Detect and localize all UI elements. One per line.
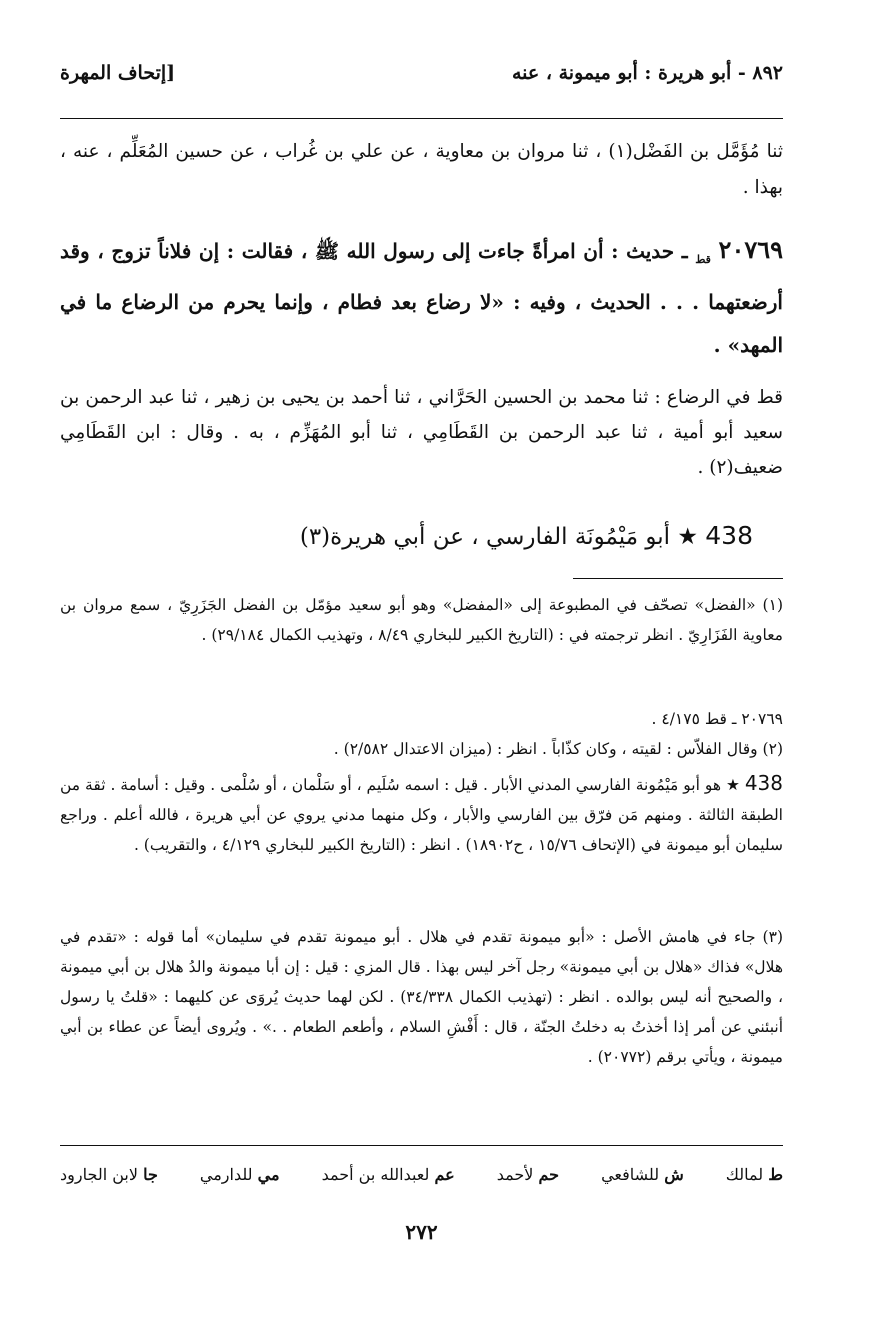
legend-item [726, 1160, 783, 1190]
footnote-section-number: 438 [744, 771, 784, 795]
page-number: ٢٧٢ [405, 1220, 438, 1244]
star-icon: ★ [677, 524, 698, 550]
section-title: أبو مَيْمُونَة الفارسي ، عن أبي هريرة(٣) [299, 524, 671, 550]
legend-item [497, 1160, 559, 1190]
legend-abbr: ط [768, 1165, 783, 1184]
hadith-number: ٢٠٧٦٩ [718, 235, 783, 264]
legend-item [322, 1160, 455, 1190]
section-number: 438 [705, 521, 753, 550]
header-book-title: [إتحاف المهرة [60, 62, 176, 84]
header-divider [60, 118, 783, 119]
document-page [60, 0, 783, 1329]
legend-item [200, 1160, 280, 1190]
legend-item [601, 1160, 684, 1190]
footnote-section-text: هو أبو مَيْمُونة الفارسي المدني الأبار . قيل : اسمه سُلَيم ، أو سَلْمان ، أو سُلْمى . وقيل : أسامة . ثقة من الطبقة الثالثة . ومنهم مَن فرّق بين الفارسي والأبار ، وكل منهما مدني يروي عن أبي هريرة ، فالله أعلم . وراجع سليمان أبو ميمونة في (الإتحاف ١٥/٧٦ ، ح١٨٩٠٢) . انظر : (التاريخ الكبير للبخاري ٤/١٢٩ ، والتقريب) . [60, 776, 783, 854]
footnote-2: (٢) وقال الفلاّس : لقيته ، وكان كذّاباً . انظر : (ميزان الاعتدال ٢/٥٨٢) . [333, 740, 783, 758]
footnote-section-438 [60, 768, 783, 860]
abbreviation-legend [60, 1160, 783, 1190]
hadith-source-marker: قط [695, 253, 711, 266]
footnote-divider [573, 578, 783, 579]
legend-abbr: ش [664, 1165, 684, 1184]
hadith-text: ـ حديث : أن امرأةً جاءت إلى رسول الله ﷺ ، فقالت : إن فلاناً تزوج ، وقد أرضعتهما . . . الحديث ، وفيه : «لا رضاع بعد فطام ، وإنما يحرم من الرضاع ما في المهد» . [60, 239, 783, 357]
legend-text: للدارمي [199, 1165, 253, 1184]
legend-abbr: حم [538, 1165, 560, 1184]
hadith-paragraph [60, 228, 783, 367]
running-header [60, 62, 783, 92]
legend-text: لعبدالله بن أحمد [321, 1165, 430, 1184]
footnote-hadith-ref: ٢٠٧٦٩ ـ قط ٤/١٧٥ . [651, 710, 783, 728]
legend-item [60, 1160, 158, 1190]
footnote-1: (١) «الفضل» تصحّف في المطبوعة إلى «المفضل» وهو أبو سعيد مؤمّل بن الفضل الجَزَرِيّ ، سمع مروان بن معاوية الفَزَارِيّ . انظر ترجمته في : (التاريخ الكبير للبخاري ٨/٤٩ ، وتهذيب الكمال ٢٩/١٨٤) . [60, 596, 783, 644]
legend-text: للشافعي [601, 1165, 660, 1184]
footnote-3: (٣) جاء في هامش الأصل : «أبو ميمونة تقدم في هلال . أبو ميمونة تقدم في سليمان» أما قوله : «تقدم في هلال» فذاك «هلال بن أبي ميمونة» رجل آخر ليس بهذا . قال المزي : قيل : إن أبا ميمونة والدُ هلال بن أبي ميمونة ، والصحيح أنه ليس بوالده . انظر : (تهذيب الكمال ٣٤/٣٣٨) . لكن لهما حديث يُروَى عن كليهما : «قلتُ يا رسول أنبئني عن أمر إذا أخذتُ به دخلتُ الجنّة ، قال : أَفْشِ السلام ، وأطعم الطعام . .» . ويُروى أيضاً عن عطاء بن أبي ميمونة ، ويأتي برقم (٢٠٧٧٢) . [60, 928, 783, 1066]
header-chapter-title: ٨٩٢ - أبو هريرة : أبو ميمونة ، عنه [511, 62, 783, 84]
source-paragraph: قط في الرضاع : ثنا محمد بن الحسين الحَرَّاني ، ثنا أحمد بن يحيى بن زهير ، ثنا عبد الرحمن بن سعيد أبو أمية ، ثنا عبد الرحمن بن القَطَامِي ، ثنا أبو المُهَزِّم ، به . وقال : ابن القَطَامِي ضعيف(٢) . [60, 387, 783, 478]
isnad-paragraph: ثنا مُؤَمَّل بن الفَضْل(١) ، ثنا مروان بن معاوية ، عن علي بن غُراب ، عن حسين المُعَلِّم ، عنه ، بهذا . [60, 141, 783, 198]
legend-text: لمالك [725, 1165, 764, 1184]
section-heading [300, 516, 753, 557]
legend-divider [60, 1145, 783, 1146]
legend-abbr: عم [434, 1165, 455, 1184]
legend-text: لأحمد [496, 1165, 534, 1184]
legend-abbr: جا [143, 1165, 158, 1184]
star-icon: ★ [725, 776, 740, 794]
legend-abbr: مي [257, 1165, 280, 1184]
legend-text: لابن الجارود [60, 1165, 138, 1184]
